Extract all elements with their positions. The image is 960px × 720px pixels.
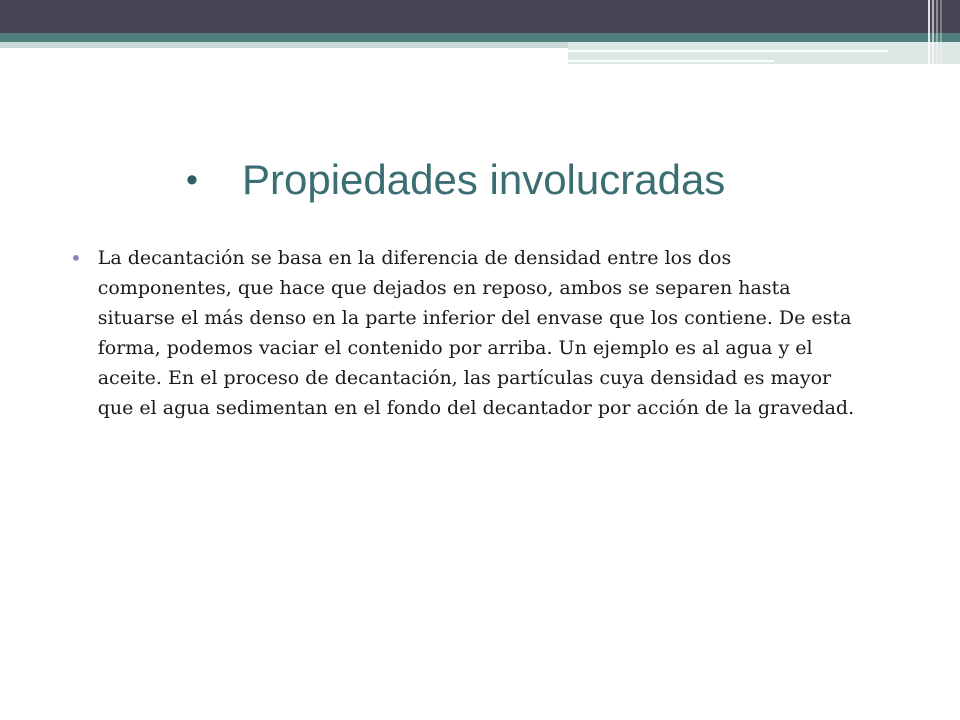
- stripe: [932, 0, 934, 64]
- stripe: [936, 0, 938, 64]
- corner-stripes-decoration: [928, 0, 950, 64]
- stripe: [928, 0, 930, 64]
- header-divider-line-short: [568, 60, 774, 62]
- title-text: Propiedades involucradas: [242, 156, 726, 203]
- slide-title: [186, 150, 725, 210]
- body-paragraph: La decantación se basa en la diferencia de densidad entre los dos componentes, que hace que dejados en reposo, ambos se separen hasta situarse el más denso en la parte inferior del envase que los contiene. De esta forma, podemos vaciar el contenido por arriba. Un ejemplo es al agua y el aceite. En el proceso de decantación, las partículas cuya densidad es mayor que el agua sedimentan en el fondo del decantador por acción de la gravedad.: [97, 247, 855, 419]
- title-bullet-icon: •: [186, 160, 198, 199]
- header-divider-line: [568, 50, 888, 52]
- stripe: [940, 0, 942, 64]
- body-bullet-icon: •: [70, 246, 82, 270]
- slide-body: [70, 243, 870, 423]
- header-band-teal: [0, 33, 960, 42]
- header-band-dark: [0, 0, 960, 33]
- header-band-light-left: [0, 42, 568, 48]
